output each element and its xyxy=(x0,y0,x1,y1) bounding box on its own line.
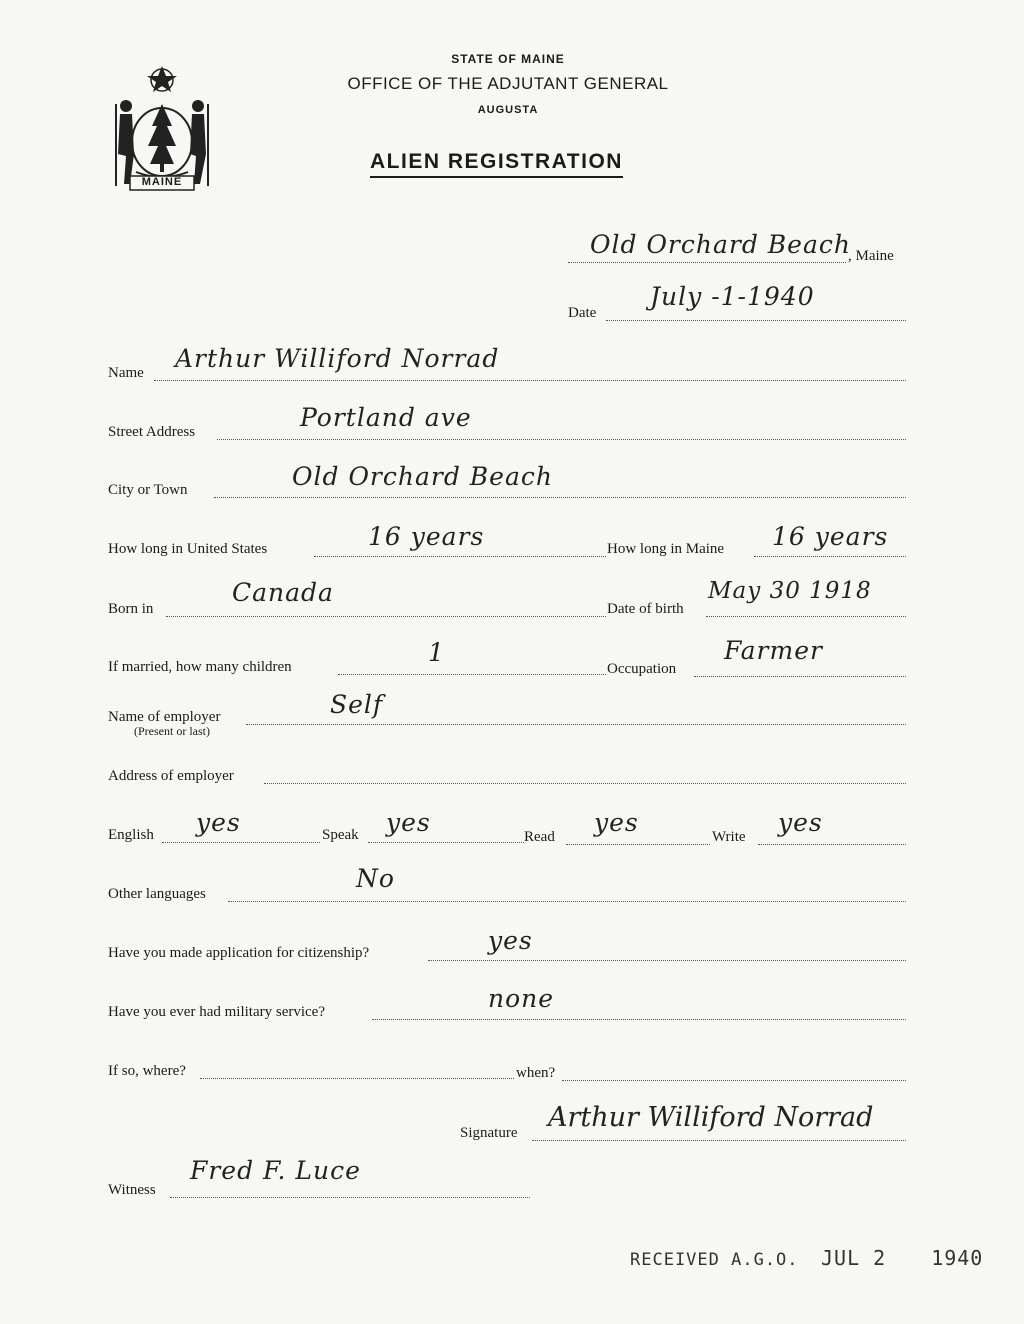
header-city: AUGUSTA xyxy=(477,104,539,116)
speak-label: Speak xyxy=(322,827,359,843)
when-line[interactable] xyxy=(562,1080,906,1081)
how-long-maine-line xyxy=(754,556,906,557)
city-value[interactable]: Old Orchard Beach xyxy=(292,462,553,491)
military-label: Have you ever had military service? xyxy=(108,1004,325,1020)
read-line xyxy=(566,844,710,845)
other-languages-line xyxy=(228,901,906,902)
witness-value[interactable]: Fred F. Luce xyxy=(190,1156,361,1185)
born-in-line xyxy=(166,616,606,617)
place-line xyxy=(568,262,846,263)
header-office: OFFICE OF THE ADJUTANT GENERAL xyxy=(347,74,669,93)
employer-address-line[interactable] xyxy=(264,783,906,784)
employer-value[interactable]: Self xyxy=(330,690,384,719)
place-value[interactable]: Old Orchard Beach xyxy=(590,230,851,259)
citizenship-label: Have you made application for citizenship? xyxy=(108,945,370,961)
employer-line xyxy=(246,724,906,725)
street-value[interactable]: Portland ave xyxy=(300,403,472,432)
signature-line xyxy=(532,1140,906,1141)
date-of-birth-label: Date of birth xyxy=(607,601,684,617)
how-long-us-value[interactable]: 16 years xyxy=(368,522,485,551)
other-languages-value[interactable]: No xyxy=(356,864,395,893)
born-in-value[interactable]: Canada xyxy=(232,578,334,607)
citizenship-line xyxy=(428,960,906,961)
military-value[interactable]: none xyxy=(488,984,555,1013)
how-long-us-label: How long in United States xyxy=(108,541,268,557)
seal-ribbon-text: MAINE xyxy=(141,176,183,188)
born-in-label: Born in xyxy=(108,601,154,617)
write-line xyxy=(758,844,906,845)
where-label: If so, where? xyxy=(108,1063,186,1079)
date-value[interactable]: July -1-1940 xyxy=(650,282,815,311)
witness-label: Witness xyxy=(108,1182,156,1198)
name-label: Name xyxy=(108,365,144,381)
how-long-maine-label: How long in Maine xyxy=(607,541,725,557)
city-label: City or Town xyxy=(108,482,188,498)
occupation-label: Occupation xyxy=(607,661,677,677)
occupation-line xyxy=(694,676,906,677)
children-line xyxy=(338,674,606,675)
signature-label: Signature xyxy=(460,1125,518,1141)
form-title: ALIEN REGISTRATION xyxy=(370,150,623,178)
children-value[interactable]: 1 xyxy=(428,638,445,667)
city-line xyxy=(214,497,906,498)
received-stamp-date: JUL 2 xyxy=(821,1246,887,1270)
employer-sublabel: (Present or last) xyxy=(134,724,210,738)
write-label: Write xyxy=(712,829,746,845)
date-of-birth-value[interactable]: May 30 1918 xyxy=(708,578,872,604)
speak-line xyxy=(368,842,524,843)
citizenship-value[interactable]: yes xyxy=(488,926,533,955)
military-line xyxy=(372,1019,906,1020)
name-line xyxy=(154,380,906,381)
employer-label: Name of employer xyxy=(108,709,221,725)
employer-address-label: Address of employer xyxy=(108,768,234,784)
received-stamp-text: RECEIVED A.G.O. xyxy=(630,1250,799,1270)
date-line xyxy=(606,320,906,321)
street-label: Street Address xyxy=(108,424,196,440)
place-suffix: , Maine xyxy=(848,248,894,264)
english-label: English xyxy=(108,827,154,843)
how-long-maine-value[interactable]: 16 years xyxy=(772,522,889,551)
header-state: STATE OF MAINE xyxy=(451,52,565,66)
date-of-birth-line xyxy=(706,616,906,617)
english-value[interactable]: yes xyxy=(196,808,241,837)
date-label: Date xyxy=(568,305,597,321)
received-stamp xyxy=(630,1246,983,1270)
when-label: when? xyxy=(516,1065,556,1081)
read-label: Read xyxy=(524,829,555,845)
english-line xyxy=(162,842,320,843)
signature-value[interactable]: Arthur Williford Norrad xyxy=(548,1102,874,1133)
witness-line xyxy=(170,1197,530,1198)
speak-value[interactable]: yes xyxy=(386,808,431,837)
received-stamp-year: 1940 xyxy=(931,1246,984,1270)
where-line[interactable] xyxy=(200,1078,514,1079)
children-label: If married, how many children xyxy=(108,659,292,675)
other-languages-label: Other languages xyxy=(108,886,206,902)
occupation-value[interactable]: Farmer xyxy=(724,636,823,665)
read-value[interactable]: yes xyxy=(594,808,639,837)
name-value[interactable]: Arthur Williford Norrad xyxy=(175,344,500,373)
how-long-us-line xyxy=(314,556,606,557)
street-line xyxy=(217,439,906,440)
write-value[interactable]: yes xyxy=(778,808,823,837)
